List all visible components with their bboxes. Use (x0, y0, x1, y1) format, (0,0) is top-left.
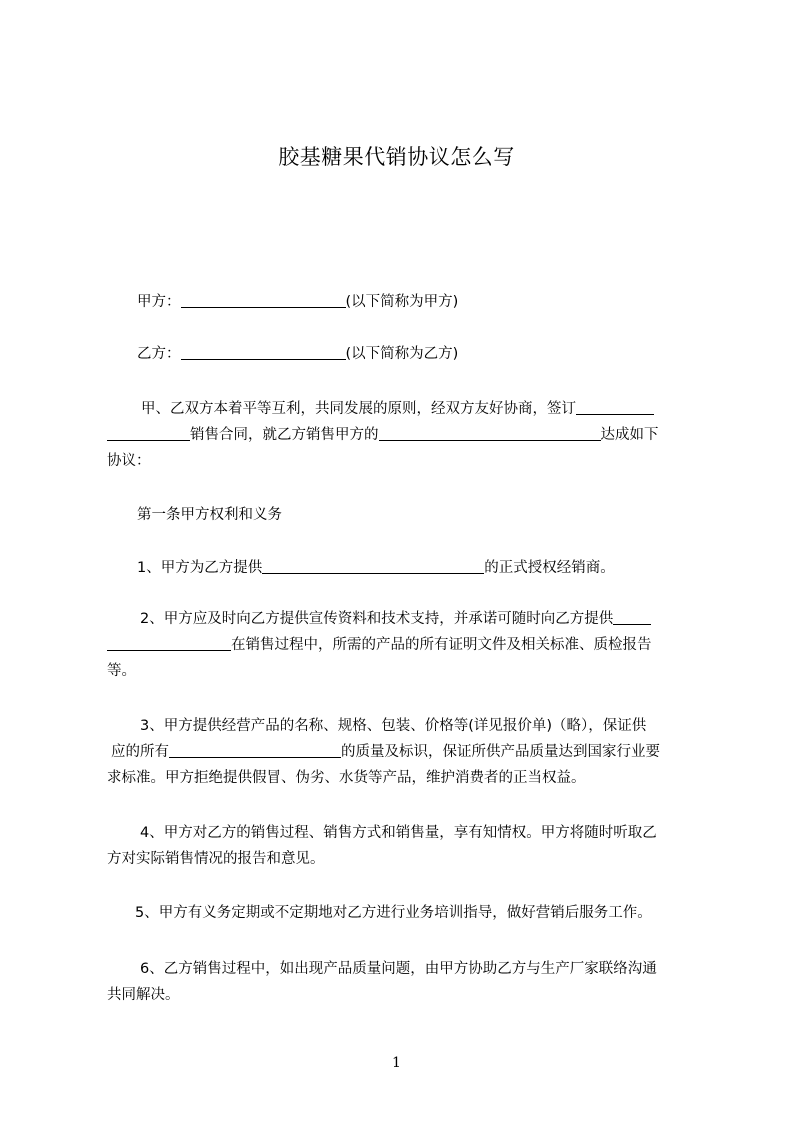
product-blank (379, 424, 601, 441)
party-a-blank (181, 291, 346, 308)
intro-text-1: 甲、乙双方本着平等互利，共同发展的原则，经双方友好协商，签订 (141, 401, 576, 417)
clause-4-line-2: 方对实际销售情况的报告和意见。 (107, 851, 325, 867)
party-b-line (107, 341, 703, 367)
contract-name-blank-1 (576, 398, 654, 415)
clause-6-line-2: 共同解决。 (107, 987, 180, 1003)
clause-3-line-1: 3、甲方提供经营产品的名称、规格、包装、价格等(详见报价单)（略），保证供 (140, 718, 647, 734)
clause-4-line-1: 4、甲方对乙方的销售过程、销售方式和销售量，享有知情权。甲方将随时听取乙 (140, 825, 657, 841)
party-b-label: 乙方： (137, 346, 181, 362)
contract-name-blank-2 (107, 424, 190, 441)
clause-2-line-3: 等。 (107, 663, 136, 679)
intro-paragraph (107, 396, 703, 474)
clause-1-blank (262, 557, 484, 574)
clause-4 (107, 820, 703, 872)
party-a-suffix: (以下简称为甲方) (345, 294, 459, 310)
clause-2-blank-1 (613, 608, 651, 625)
clause-5-line-1: 5、甲方有义务定期或不定期地对乙方进行业务培训指导，做好营销后服务工作。 (135, 905, 652, 921)
clause-3-blank (169, 741, 341, 758)
article-1-heading: 第一条甲方权利和义务 (137, 507, 282, 523)
clause-3 (107, 713, 703, 791)
intro-text-4: 协议： (107, 453, 151, 469)
intro-text-3: 达成如下 (600, 427, 659, 443)
party-b-blank (181, 343, 346, 360)
clause-1-text-before: 1、甲方为乙方提供 (137, 560, 263, 576)
clause-6 (107, 956, 703, 1008)
clause-1 (107, 555, 703, 581)
clause-3-line-2-after: 的质量及标识，保证所供产品质量达到国家行业要 (341, 744, 660, 760)
party-a-line (107, 289, 703, 315)
party-b-suffix: (以下简称为乙方) (345, 346, 459, 362)
party-a-label: 甲方： (137, 294, 181, 310)
clause-2 (107, 606, 703, 684)
clause-3-line-3: 求标准。甲方拒绝提供假冒、伪劣、水货等产品，维护消费者的正当权益。 (107, 770, 586, 786)
clause-2-blank-2 (107, 634, 231, 651)
intro-text-2: 销售合同，就乙方销售甲方的 (190, 427, 379, 443)
clause-3-line-2-before: 应的所有 (111, 744, 169, 760)
document-title: 胶基糖果代销协议怎么写 (278, 145, 515, 169)
clause-2-line-1: 2、甲方应及时向乙方提供宣传资料和技术支持，并承诺可随时向乙方提供 (140, 611, 614, 627)
clause-1-text-after: 的正式授权经销商。 (484, 560, 615, 576)
clause-5 (107, 900, 703, 926)
page-number: 1 (392, 1055, 401, 1071)
clause-6-line-1: 6、乙方销售过程中，如出现产品质量问题，由甲方协助乙方与生产厂家联络沟通 (140, 961, 657, 977)
clause-2-line-2: 在销售过程中，所需的产品的所有证明文件及相关标准、质检报告 (231, 637, 652, 653)
